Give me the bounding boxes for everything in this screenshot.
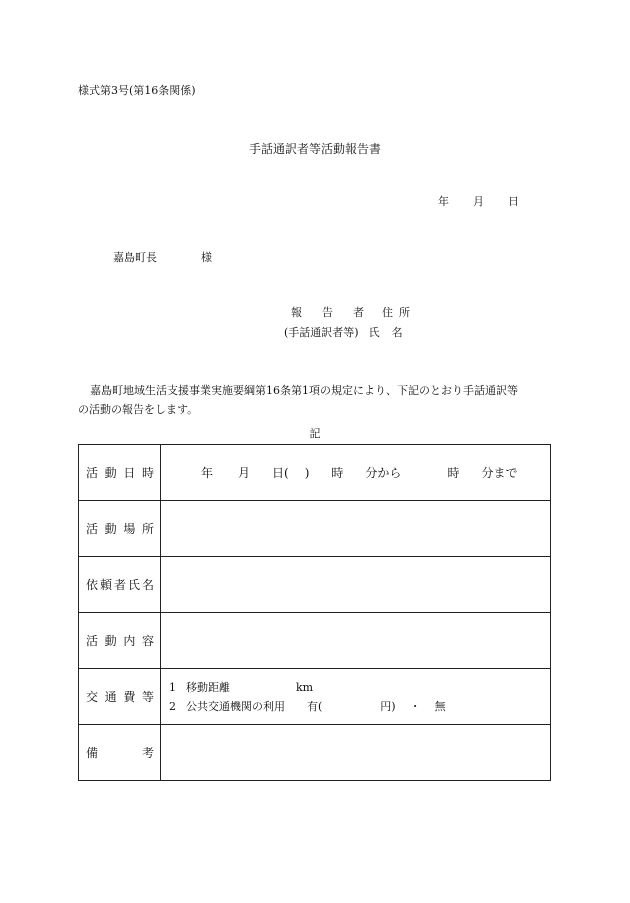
label-char: 動 bbox=[104, 466, 117, 480]
dt-hour-1: 時 bbox=[331, 466, 344, 480]
addressee-honorific: 様 bbox=[201, 251, 212, 264]
label-activity-content bbox=[79, 613, 161, 669]
label-char: 活 bbox=[86, 634, 99, 648]
distance-unit: km bbox=[296, 680, 314, 694]
label-char: 所 bbox=[141, 522, 154, 536]
distance-label: 移動距離 bbox=[186, 680, 230, 694]
table-row bbox=[79, 501, 551, 557]
document-title: 手話通訳者等活動報告書 bbox=[248, 142, 381, 156]
label-char: 容 bbox=[141, 634, 154, 648]
reporter-char: 者 bbox=[353, 306, 364, 319]
reporter-role: (手話通訳者等) bbox=[284, 326, 359, 339]
reporter-name-line bbox=[284, 324, 403, 340]
activity-content-field[interactable] bbox=[161, 613, 551, 669]
date-day-label: 日 bbox=[508, 195, 519, 208]
requester-name-field[interactable] bbox=[161, 557, 551, 613]
transport-costs-field[interactable] bbox=[161, 669, 551, 725]
label-char: 時 bbox=[141, 466, 154, 480]
remarks-field[interactable] bbox=[161, 725, 551, 781]
label-char: 活 bbox=[86, 522, 99, 536]
label-remarks bbox=[79, 725, 161, 781]
label-char: 者 bbox=[113, 578, 126, 592]
reporter-char: 報 bbox=[291, 306, 302, 319]
label-char: 頼 bbox=[99, 578, 112, 592]
reporter-char: 告 bbox=[322, 306, 333, 319]
label-char: 場 bbox=[123, 522, 136, 536]
name-label-char: 名 bbox=[391, 326, 403, 339]
report-table bbox=[78, 444, 551, 781]
table-row bbox=[79, 613, 551, 669]
label-char: 費 bbox=[123, 690, 136, 704]
dt-hour-2: 時 bbox=[447, 466, 460, 480]
dt-from: 分から bbox=[365, 466, 402, 480]
public-transport-yes[interactable]: 有( bbox=[307, 699, 323, 713]
transport-num-2: 2 bbox=[169, 699, 176, 713]
label-activity-location bbox=[79, 501, 161, 557]
label-char: 内 bbox=[123, 634, 136, 648]
label-char: 日 bbox=[123, 466, 136, 480]
label-char: 考 bbox=[141, 746, 154, 760]
public-transport-no[interactable]: 無 bbox=[434, 699, 446, 713]
label-char: 通 bbox=[104, 690, 117, 704]
date-month-label: 月 bbox=[473, 195, 484, 208]
table-row bbox=[79, 669, 551, 725]
address-label-char: 所 bbox=[399, 306, 410, 319]
transport-public-line bbox=[169, 697, 550, 716]
addressee-name: 嘉島町長 bbox=[113, 251, 157, 264]
separator-dot: ・ bbox=[409, 699, 421, 713]
table-row bbox=[79, 557, 551, 613]
label-activity-datetime bbox=[79, 445, 161, 501]
dt-year: 年 bbox=[201, 466, 214, 480]
label-char: 交 bbox=[86, 690, 99, 704]
report-date bbox=[438, 193, 519, 209]
name-label-char: 氏 bbox=[368, 326, 380, 339]
label-char: 依 bbox=[86, 578, 99, 592]
transport-distance-line bbox=[169, 678, 550, 697]
body-text-line-1: 嘉島町地域生活支援事業実施要綱第16条第1項の規定により、下記のとおり手話通訳等 bbox=[90, 384, 518, 397]
address-label-char: 住 bbox=[382, 306, 393, 319]
reporter-address-line bbox=[291, 304, 410, 320]
dt-close: ) bbox=[304, 466, 310, 480]
label-char: 備 bbox=[86, 746, 99, 760]
activity-datetime-field[interactable] bbox=[161, 445, 551, 501]
label-char: 等 bbox=[141, 690, 154, 704]
label-char: 動 bbox=[104, 522, 117, 536]
addressee bbox=[113, 249, 212, 265]
label-requester-name bbox=[79, 557, 161, 613]
label-char: 活 bbox=[86, 466, 99, 480]
body-text-line-2: の活動の報告をします。 bbox=[78, 403, 199, 416]
dt-day: 日( bbox=[272, 466, 289, 480]
label-char: 氏 bbox=[127, 578, 140, 592]
label-char: 動 bbox=[104, 634, 117, 648]
dt-month: 月 bbox=[238, 466, 251, 480]
public-transport-yen: 円) bbox=[380, 699, 396, 713]
date-year-label: 年 bbox=[438, 195, 449, 208]
label-transport-costs bbox=[79, 669, 161, 725]
public-transport-label: 公共交通機関の利用 bbox=[186, 699, 285, 713]
dt-until: 分まで bbox=[481, 466, 518, 480]
form-number: 様式第3号(第16条関係) bbox=[78, 84, 196, 97]
ki-marker: 記 bbox=[309, 427, 321, 440]
transport-num-1: 1 bbox=[169, 680, 176, 694]
table-row bbox=[79, 725, 551, 781]
table-row bbox=[79, 445, 551, 501]
label-char: 名 bbox=[141, 578, 154, 592]
activity-location-field[interactable] bbox=[161, 501, 551, 557]
